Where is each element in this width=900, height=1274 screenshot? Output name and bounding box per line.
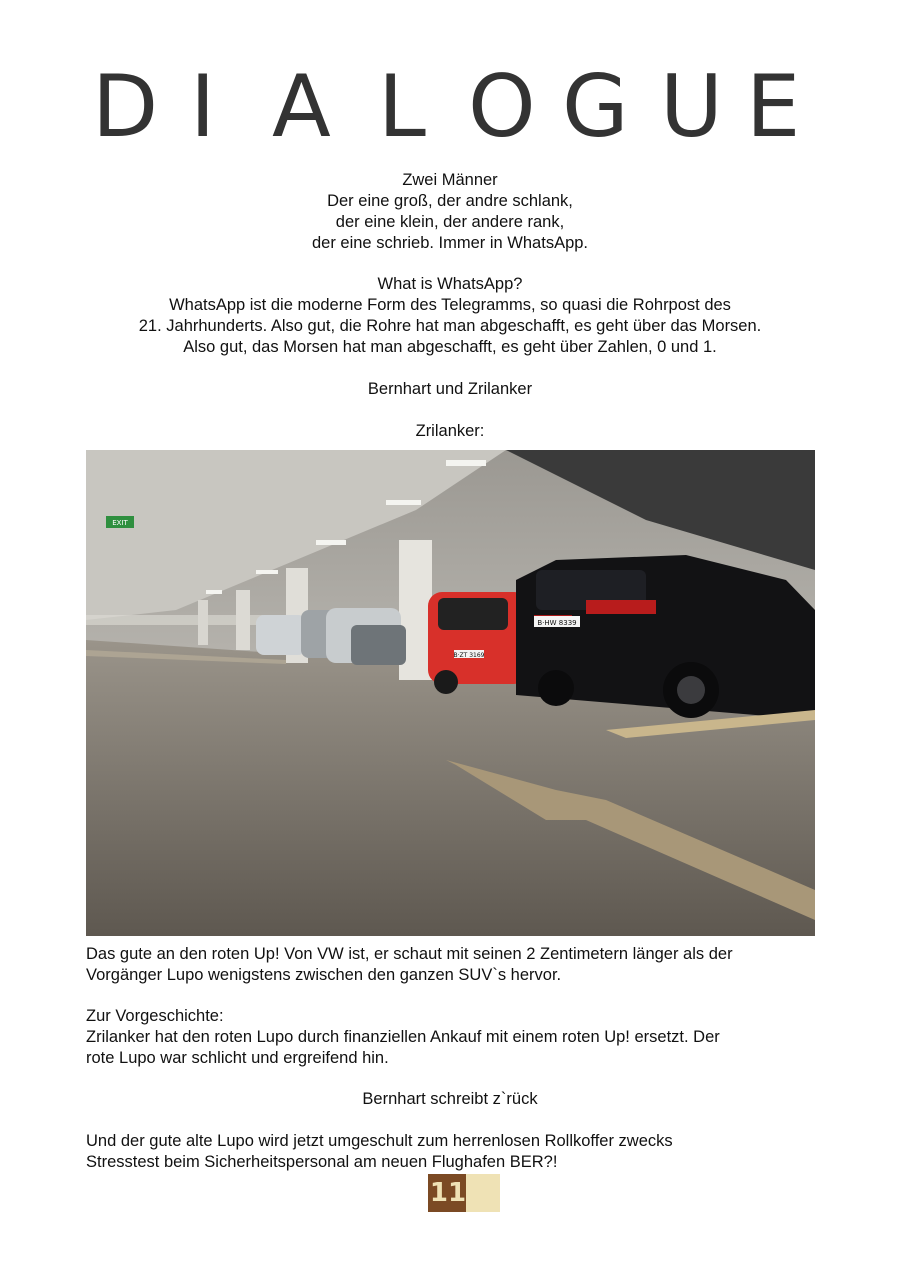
title-letter: D [92, 57, 159, 157]
dialogue-title [0, 57, 900, 162]
backstory-section [86, 1006, 816, 1069]
parking-garage-photo [86, 450, 815, 936]
title-letter: U [660, 57, 723, 157]
caption-line: Vorgänger Lupo wenigstens zwischen den ganzen SUV`s hervor. [86, 966, 562, 984]
backstory-line: rote Lupo war schlicht und ergreifend hin. [86, 1049, 389, 1067]
whatsapp-question: What is WhatsApp? [377, 275, 523, 293]
title-letter: G [562, 57, 629, 157]
poem-line: der eine schrieb. Immer in WhatsApp. [311, 234, 589, 252]
title-letter: A [272, 57, 331, 157]
poem-line: Der eine groß, der andre schlank, [327, 192, 573, 210]
title-letter: E [746, 57, 801, 157]
whatsapp-line: 21. Jahrhunderts. Also gut, die Rohre hat man abgeschafft, es geht über das Morsen. [138, 317, 762, 335]
photo-caption [86, 944, 816, 986]
reply-line: Und der gute alte Lupo wird jetzt umgeschult zum herrenlosen Rollkoffer zwecks [86, 1132, 673, 1150]
reply-text [86, 1131, 816, 1173]
plate-up: B·ZT 3169 [453, 652, 485, 659]
title-letter: I [190, 57, 216, 157]
title-letter: O [468, 57, 536, 157]
parking-garage-illustration [86, 450, 815, 936]
whatsapp-line: Also gut, das Morsen hat man abgeschafft, es geht über Zahlen, 0 und 1. [183, 338, 717, 356]
page-number: 11 [429, 1178, 467, 1208]
names-line: Bernhart und Zrilanker [367, 380, 533, 398]
whatsapp-line: WhatsApp ist die moderne Form des Telegramms, so quasi die Rohrpost des [169, 296, 731, 314]
speaker-bernhart: Bernhart schreibt z`rück [362, 1090, 538, 1108]
page-number-accent [466, 1174, 500, 1212]
exit-sign-text: EXIT [112, 519, 128, 527]
speaker-zrilanker: Zrilanker: [415, 422, 485, 440]
poem-line: Zwei Männer [402, 171, 498, 189]
plate-bmw: B·HW 8339 [537, 619, 577, 627]
backstory-heading: Zur Vorgeschichte: [86, 1007, 224, 1025]
caption-line: Das gute an den roten Up! Von VW ist, er schaut mit seinen 2 Zentimetern länger als der [86, 945, 733, 963]
title-letter: L [378, 57, 426, 157]
backstory-line: Zrilanker hat den roten Lupo durch finanziellen Ankauf mit einem roten Up! ersetzt. Der [86, 1028, 720, 1046]
reply-line: Stresstest beim Sicherheitspersonal am neuen Flughafen BER?! [86, 1153, 558, 1171]
page-number-badge [428, 1174, 500, 1212]
poem-line: der eine klein, der andere rank, [335, 213, 565, 231]
intro-poem [60, 170, 840, 254]
whatsapp-section [60, 274, 840, 358]
